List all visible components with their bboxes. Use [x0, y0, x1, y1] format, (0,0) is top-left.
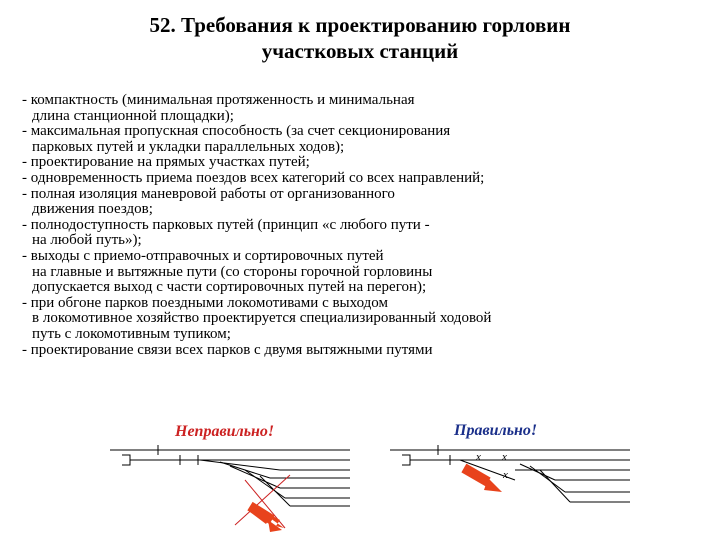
requirement-line: - проектирование на прямых участках путей;: [22, 154, 310, 171]
requirement-line: - выходы с приемо-отправочных и сортировочных путей: [22, 247, 384, 264]
title-line-1: 52. Требования к проектированию горловин: [149, 13, 571, 37]
requirement-line: допускается выход с части сортировочных путей на перегон);: [32, 279, 427, 296]
requirement-line: в локомотивное хозяйство проектируется специализированный ходовой: [32, 310, 492, 327]
dead-end-track: [402, 455, 410, 465]
switch-mark: x: [502, 451, 507, 463]
track-lines: [390, 445, 630, 502]
switch-line: [245, 470, 285, 498]
title-line-2: участковых станций: [261, 39, 459, 63]
requirement-line: - максимальная пропускная способность (за счет секционирования: [22, 123, 451, 140]
requirement-line: - полнодоступность парковых путей (принцип «с любого пути -: [22, 216, 430, 233]
requirement-line: на любой путь»);: [32, 232, 142, 249]
track-lines: [110, 445, 350, 506]
right-layout-diagram: [390, 440, 640, 535]
requirement-line: длина станционной площадки);: [32, 107, 234, 124]
right-label: Правильно!: [454, 422, 538, 439]
requirement-line: - полная изоляция маневровой работы от организованного: [22, 185, 395, 202]
requirement-line: - компактность (минимальная протяженность и минимальная: [22, 92, 415, 108]
switch-mark: x: [476, 451, 481, 463]
wrong-label: Неправильно!: [175, 423, 275, 440]
requirement-line: - при обгоне парков поездными локомотивами с выходом: [22, 294, 388, 311]
wrong-layout-diagram: [110, 440, 360, 535]
requirement-line: - одновременность приема поездов всех категорий со всех направлений;: [22, 169, 485, 186]
slide-title: [60, 12, 660, 64]
switch-line: [260, 476, 290, 506]
arrow-shaft: [461, 464, 490, 487]
switch-line: [540, 470, 570, 502]
requirements-list: [22, 93, 602, 358]
switch-mark: x: [503, 469, 508, 481]
requirement-line: на главные и вытяжные пути (со стороны горочной горловины: [32, 263, 433, 280]
requirement-line: - проектирование связи всех парков с двумя вытяжными путями: [22, 341, 433, 358]
requirement-line: движения поездов;: [32, 201, 153, 218]
dead-end-track: [122, 455, 130, 465]
requirement-line: парковых путей и укладки параллельных ходов);: [32, 138, 345, 155]
requirement-line: путь с локомотивным тупиком;: [32, 325, 231, 342]
